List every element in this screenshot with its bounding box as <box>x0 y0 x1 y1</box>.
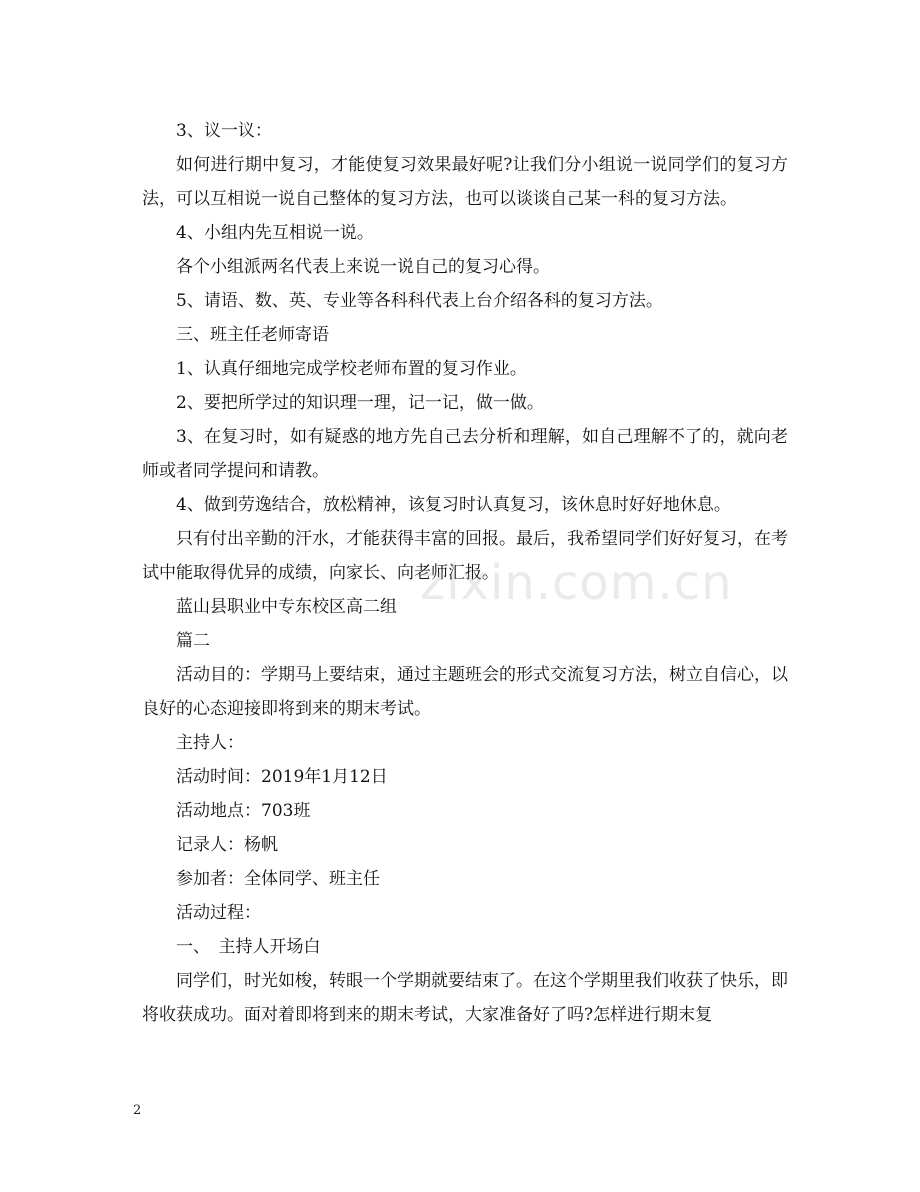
paragraph-discussion-heading: 3、议一议： <box>176 121 272 141</box>
watermark: zixin.com.cn <box>420 555 733 611</box>
page-number: 2 <box>133 1103 142 1118</box>
paragraph-activity-purpose: 活动目的：学期马上要结束，通过主题班会的形式交流复习方法，树立自信心，以良好的心态迎接即将到来的期末考试。 <box>142 665 788 719</box>
paragraph-opening-body: 同学们，时光如梭，转眼一个学期就要结束了。在这个学期里我们收获了快乐，即将收获成功。面对着即将到来的期末考试，大家准备好了吗?怎样进行期末复 <box>142 971 788 1025</box>
paragraph-recorder: 记录人：杨帆 <box>176 835 278 855</box>
paragraph-opening-heading: 一、 主持人开场白 <box>176 937 321 957</box>
paragraph-participants: 参加者：全体同学、班主任 <box>176 869 380 889</box>
paragraph-part-two-title: 篇二 <box>176 631 210 651</box>
paragraph-activity-process: 活动过程： <box>176 903 261 923</box>
paragraph-discussion-body: 如何进行期中复习，才能使复习效果最好呢?让我们分小组说一说同学们的复习方法，可以互相说一说自己整体的复习方法，也可以谈谈自己某一科的复习方法。 <box>142 155 788 209</box>
paragraph-message-4: 4、做到劳逸结合，放松精神，该复习时认真复习，该休息时好好地休息。 <box>176 495 731 515</box>
paragraph-message-3: 3、在复习时，如有疑惑的地方先自己去分析和理解，如自己理解不了的，就向老师或者同学提问和请教。 <box>142 427 788 481</box>
paragraph-host: 主持人： <box>176 733 244 753</box>
paragraph-closing: 只有付出辛勤的汗水，才能获得丰富的回报。最后，我希望同学们好好复习，在考试中能取得优异的成绩，向家长、向老师汇报。 <box>142 529 788 583</box>
paragraph-message-1: 1、认真仔细地完成学校老师布置的复习作业。 <box>176 359 527 379</box>
paragraph-teacher-message-heading: 三、班主任老师寄语 <box>176 325 329 345</box>
paragraph-signature: 蓝山县职业中专东校区高二组 <box>176 597 397 617</box>
paragraph-activity-time: 活动时间：2019年1月12日 <box>176 767 388 787</box>
paragraph-subject-representatives: 5、请语、数、英、专业等各科科代表上台介绍各科的复习方法。 <box>176 291 663 311</box>
paragraph-activity-location: 活动地点：703班 <box>176 801 311 821</box>
paragraph-group-representatives: 各个小组派两名代表上来说一说自己的复习心得。 <box>176 257 550 277</box>
paragraph-message-2: 2、要把所学过的知识理一理，记一记，做一做。 <box>176 393 544 413</box>
paragraph-group-talk: 4、小组内先互相说一说。 <box>176 223 374 243</box>
